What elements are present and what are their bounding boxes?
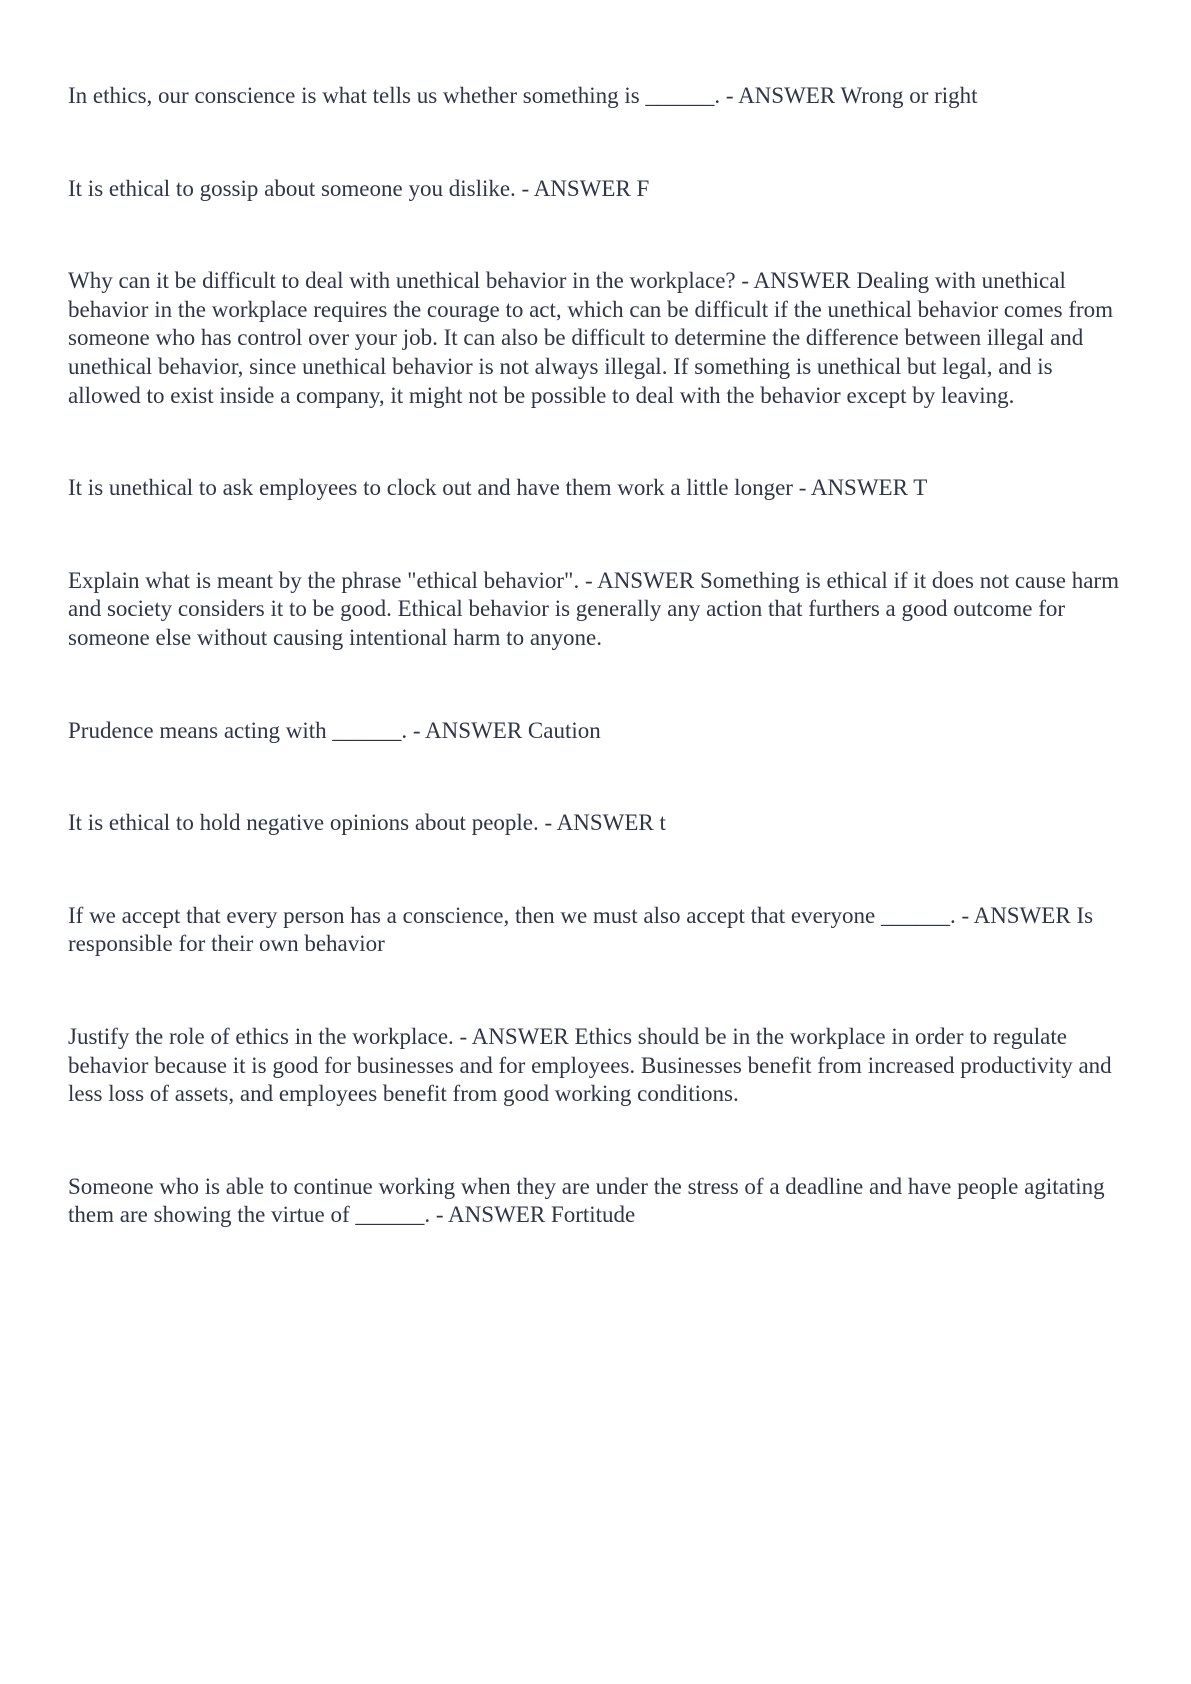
qa-list <box>68 82 1131 1230</box>
qa-item: In ethics, our conscience is what tells us whether something is ______. - ANSWER Wrong or right <box>68 83 978 108</box>
qa-item: If we accept that every person has a conscience, then we must also accept that everyone ______. - ANSWER Is responsible for their own behavior <box>68 902 1094 957</box>
qa-item: Why can it be difficult to deal with unethical behavior in the workplace? - ANSWER Dealing with unethical behavior in the workplace requires the courage to act, which can be difficult if the unethical behavior comes from someone who has control over your job. It can also be difficult to determine the difference between illegal and unethical behavior, since unethical behavior is not always illegal. If something is unethical but legal, and is allowed to exist inside a company, it might not be possible to deal with the behavior except by leaving. <box>68 268 1114 408</box>
qa-item: It is ethical to hold negative opinions about people. - ANSWER t <box>68 810 666 836</box>
qa-item: Prudence means acting with ______. - ANSWER Caution <box>68 717 601 743</box>
qa-item: Explain what is meant by the phrase "ethical behavior". - ANSWER Something is ethical if it does not cause harm and society considers it to be good. Ethical behavior is generally any action that furthers a good outcome for someone else without causing intentional harm to anyone. <box>68 567 1119 650</box>
qa-item: It is ethical to gossip about someone you dislike. - ANSWER F <box>68 175 650 201</box>
qa-item: Someone who is able to continue working when they are under the stress of a deadline and have people agitating them are showing the virtue of ______. - ANSWER Fortitude <box>68 1173 1105 1228</box>
qa-item: Justify the role of ethics in the workplace. - ANSWER Ethics should be in the workplace in order to regulate behavior because it is good for businesses and for employees. Businesses benefit from increased productivity and less loss of assets, and employees benefit from good working conditions. <box>68 1023 1112 1107</box>
qa-item: It is unethical to ask employees to clock out and have them work a little longer - ANSWER T <box>68 475 928 501</box>
